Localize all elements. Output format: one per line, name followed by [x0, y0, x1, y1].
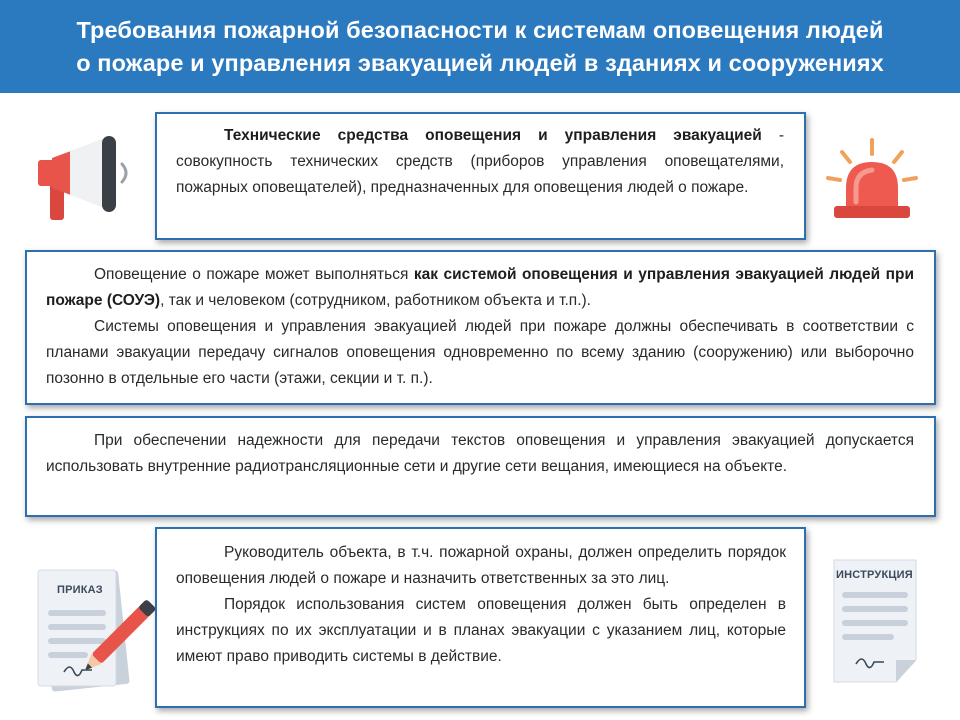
definition-term: Технические средства оповещения и управления эвакуацией — [224, 127, 762, 144]
soue-term: как системой оповещения и управления эвакуацией людей при пожаре (СОУЭ) — [46, 266, 914, 309]
definition-paragraph — [176, 123, 784, 201]
siren-icon — [822, 136, 922, 226]
megaphone-icon — [36, 134, 136, 224]
responsibility-paragraph-2: Порядок использования систем оповещения должен быть определен в инструкциях по их эксплуатации и в планах эвакуации с указанием лиц, которые имеют право приводить системы в действие. — [176, 596, 786, 665]
notification-paragraph-1 — [46, 262, 914, 314]
page-title-line-1: Требования пожарной безопасности к системам оповещения людей — [76, 16, 884, 43]
order-document-icon — [28, 560, 156, 694]
page-title-line-2: о пожаре и управления эвакуацией людей в зданиях и сооружениях — [76, 49, 884, 76]
definition-text: - совокупность технических средств (приборов управления оповещателями, пожарных оповещателей), предназначенных для оповещения людей о пожаре. — [176, 127, 785, 196]
instruction-document-label: ИНСТРУКЦИЯ — [836, 569, 913, 581]
notification-paragraph-2: Системы оповещения и управления эвакуацией людей при пожаре должны обеспечивать в соответствии с планами эвакуации передачу сигналов оповещения одновременно по всему зданию (сооружению) или выборочно позонно в отдельные его части (этажи, секции и т. п.). — [46, 318, 914, 387]
notification-methods-box — [25, 250, 936, 405]
page-header — [0, 0, 960, 93]
notification-text-end: , так и человеком (сотрудником, работником объекта и т.п.). — [160, 292, 591, 309]
broadcast-paragraph: При обеспечении надежности для передачи текстов оповещения и управления эвакуацией допускается использовать внутренние радиотрансляционные сети и другие сети вещания, имеющиеся на объекте. — [46, 432, 914, 475]
responsibility-box — [155, 527, 806, 708]
order-document-label: ПРИКАЗ — [57, 584, 103, 596]
notification-text-start: Оповещение о пожаре может выполняться — [94, 266, 414, 283]
definition-box — [155, 112, 806, 240]
responsibility-paragraph-1: Руководитель объекта, в т.ч. пожарной охраны, должен определить порядок оповещения людей о пожаре и назначить ответственных за это лиц. — [176, 544, 786, 587]
broadcast-networks-box — [25, 416, 936, 517]
